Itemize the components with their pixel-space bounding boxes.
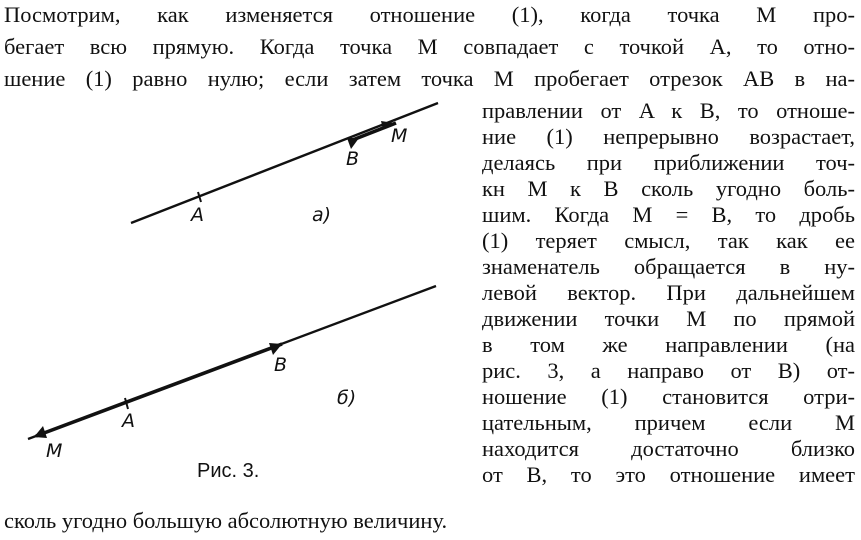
text-line: от B, то это отношение имеет <box>482 462 855 487</box>
text-line: ние (1) непрерывно возрастает, <box>482 124 855 149</box>
text-line: (1) теряет смысл, так как ее <box>482 228 855 253</box>
text-line: знаменатель обращается в ну- <box>482 254 855 279</box>
segment-mb-b <box>36 344 282 436</box>
text-line: цательным, причем если M <box>482 410 855 435</box>
text-line: ношение (1) становится отри- <box>482 384 855 409</box>
figure-diagram <box>0 90 470 510</box>
diagram-label-b: б) <box>337 387 357 409</box>
line-a <box>131 103 438 223</box>
text-line: шение (1) равно нулю; если затем точка M пробегает отрезок AB в на- <box>4 66 855 91</box>
text-line: рис. 3, a направо от B) от- <box>482 358 855 383</box>
label-b: B <box>274 354 288 376</box>
text-line: в том же направлении (на <box>482 332 855 357</box>
figure-caption: Рис. 3. <box>197 460 260 482</box>
diagram-label-a: a) <box>312 204 332 226</box>
text-line: делаясь при приближении точ- <box>482 150 855 175</box>
text-line: сколь угодно большую абсолютную величину. <box>4 508 448 533</box>
text-line: правлении от A к B, то отноше- <box>482 98 855 123</box>
text-line: движении точки M по прямой <box>482 306 855 331</box>
text-line: шим. Когда M = B, то дробь <box>482 202 855 227</box>
label-a: A <box>122 410 135 432</box>
label-m: M <box>391 125 408 147</box>
label-m: M <box>46 440 63 462</box>
text-line: Посмотрим, как изменяется отношение (1), когда точка M про- <box>4 2 855 27</box>
label-b: B <box>346 148 360 170</box>
text-line: находится достаточно близко <box>482 436 855 461</box>
text-line: кн M к B сколь угодно боль- <box>482 176 855 201</box>
text-line: левой вектор. При дальнейшем <box>482 280 855 305</box>
label-a: A <box>191 204 204 226</box>
text-line: бегает всю прямую. Когда точка M совпадает с точкой A, то отно- <box>4 34 855 59</box>
